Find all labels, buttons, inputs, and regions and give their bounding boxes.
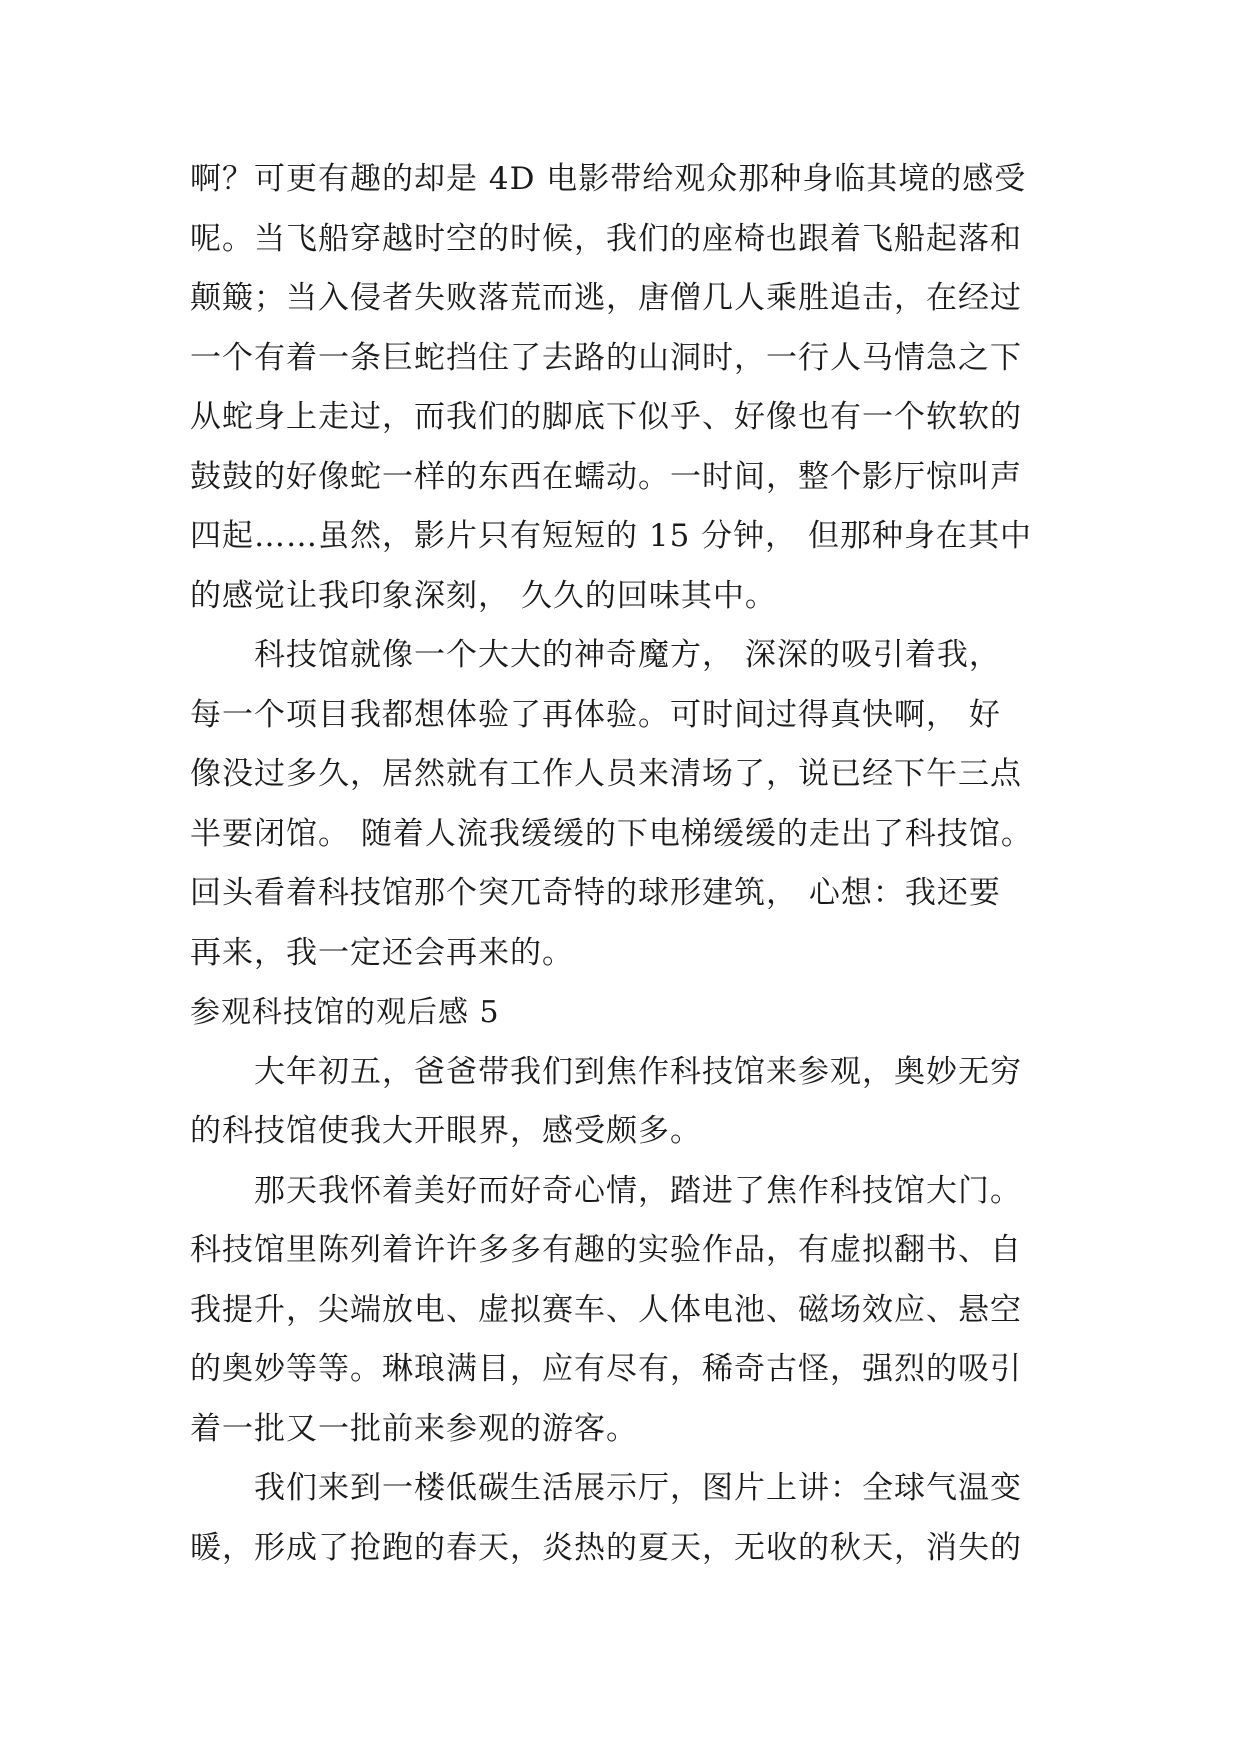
text-line: 每一个项目我都想体验了再体验。可时间过得真快啊， 好 xyxy=(190,696,1001,733)
text-line: 一个有着一条巨蛇挡住了去路的山洞时，一行人马情急之下 xyxy=(190,339,1022,376)
text-line: 我们来到一楼低碳生活展示厅，图片上讲：全球气温变 xyxy=(190,1470,1022,1506)
text-line: 科技馆就像一个大大的神奇魔方， 深深的吸引着我， xyxy=(190,637,1001,673)
text-line: 那天我怀着美好而好奇心情，踏进了焦作科技馆大门。 xyxy=(190,1172,1022,1209)
text-line: 从蛇身上走过，而我们的脚底下似乎、好像也有一个软软的 xyxy=(190,399,1022,435)
text-line: 的感觉让我印象深刻， 久久的回味其中。 xyxy=(190,577,777,614)
section-heading: 参观科技馆的观后感 5 xyxy=(190,995,500,1030)
text-line: 回头看着科技馆那个突兀奇特的球形建筑， 心想：我还要 xyxy=(190,875,1001,911)
text-line: 再来，我一定还会再来的。 xyxy=(190,934,574,971)
text-line: 着一批又一批前来参观的游客。 xyxy=(190,1410,638,1447)
text-line: 科技馆里陈列着许许多多有趣的实验作品，有虚拟翻书、自 xyxy=(190,1232,1022,1268)
text-line: 啊？可更有趣的却是 4D 电影带给观众那种身临其境的感受 xyxy=(190,161,1027,197)
text-line: 鼓鼓的好像蛇一样的东西在蠕动。一时间，整个影厅惊叫声 xyxy=(190,458,1022,495)
text-line: 的科技馆使我大开眼界，感受颇多。 xyxy=(190,1113,702,1149)
text-line: 大年初五，爸爸带我们到焦作科技馆来参观，奥妙无穷 xyxy=(190,1053,1022,1090)
text-line: 的奥妙等等。琳琅满目，应有尽有，稀奇古怪，强烈的吸引 xyxy=(190,1351,1022,1387)
text-line: 暖，形成了抢跑的春天，炎热的夏天，无收的秋天，消失的 xyxy=(190,1529,1022,1566)
text-line: 颠簸；当入侵者失败落荒而逃，唐僧几人乘胜追击，在经过 xyxy=(190,280,1022,316)
text-line: 半要闭馆。 随着人流我缓缓的下电梯缓缓的走出了科技馆。 xyxy=(190,815,1033,852)
text-line: 四起……虽然，影片只有短短的 15 分钟， 但那种身在其中 xyxy=(190,518,1033,554)
document-body xyxy=(190,150,1070,1578)
text-line: 呢。当飞船穿越时空的时候，我们的座椅也跟着飞船起落和 xyxy=(190,220,1022,257)
text-line: 像没过多久，居然就有工作人员来清场了，说已经下午三点 xyxy=(190,756,1022,792)
text-line: 我提升，尖端放电、虚拟赛车、人体电池、磁场效应、悬空 xyxy=(190,1291,1022,1328)
